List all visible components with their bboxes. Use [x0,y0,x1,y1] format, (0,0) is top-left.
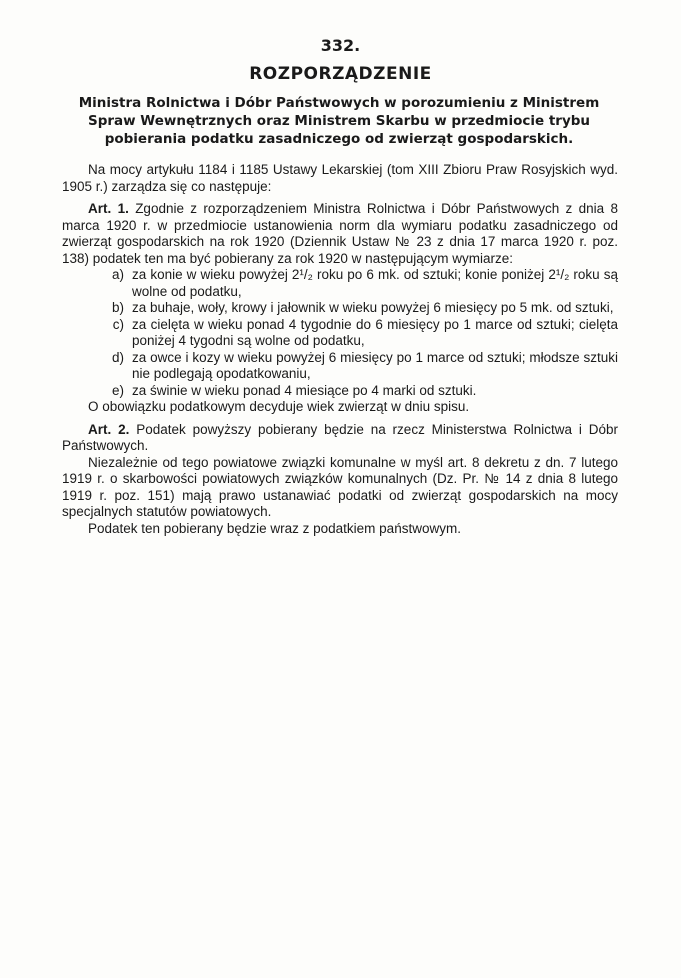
document-title: ROZPORZĄDZENIE [249,64,432,84]
article-2-paragraph-2: Niezależnie od tego powiatowe związki komunalne w myśl art. 8 dekretu z dn. 7 lutego 1919 r. o skarbowości powiatowych związków komunalnych (Dz. Pr. № 14 z dnia 8 lutego 1919 r. poz. 151) mają prawo ustanawiać podatki od zwierząt gospodarskich na mocy specjalnych statutów powiatowych. [62,454,618,519]
article-2-label: Art. 2. [88,421,130,437]
list-item [62,383,618,400]
list-item-label: a) [111,267,124,282]
list-item-text: za świnie w wieku ponad 4 miesiące po 4 marki od sztuki. [132,382,477,398]
list-item [62,267,618,300]
list-item-text: za cielęta w wieku ponad 4 tygodnie do 6 miesięcy po 1 marce od sztuki; cielęta poniżej 4 tygodni są wolne od podatku, [132,316,618,348]
list-item [62,300,618,317]
article-2 [62,422,618,455]
document-body [62,162,618,537]
document-subtitle: Ministra Rolnictwa i Dóbr Państwowych w porozumieniu z Ministrem Spraw Wewnętrznych oraz Ministrem Skarbu w przedmiocie trybu pobierania podatku zasadniczego od zwierząt gospodarskich. [78,95,600,147]
page-number: 332. [320,36,361,55]
list-item-text: za konie w wieku powyżej 2¹/₂ roku po 6 mk. od sztuki; konie poniżej 2¹/₂ roku są wolne od podatku, [132,267,618,299]
list-item [62,317,618,350]
list-item-label: c) [112,316,124,332]
article-2-paragraph-3: Podatek ten pobierany będzie wraz z podatkiem państwowym. [88,520,461,536]
list-item-text: za owce i kozy w wieku powyżej 6 miesięcy po 1 marce od sztuki; młodsze sztuki nie podlegają opodatkowaniu, [132,349,618,381]
list-item-label: b) [111,300,124,315]
list-item-label: d) [111,349,124,365]
intro-paragraph: Na mocy artykułu 1184 i 1185 Ustawy Lekarskiej (tom XIII Zbioru Praw Rosyjskich wyd. 1905 r.) zarządza się co następuje: [62,162,618,194]
article-1 [62,201,618,267]
list-item-text: za buhaje, woły, krowy i jałownik w wieku powyżej 6 miesięcy po 5 mk. od sztuki, [132,300,614,315]
article-1-label: Art. 1. [88,201,129,216]
list-item-label: e) [111,382,124,398]
article-1-closing: O obowiązku podatkowym decyduje wiek zwierząt w dniu spisu. [88,399,470,414]
article-1-text: Zgodnie z rozporządzeniem Ministra Rolnictwa i Dóbr Państwowych z dnia 8 marca 1920 r. w przedmiocie ustanowienia norm dla wymiaru podatku zasadniczego od zwierząt gospodarskich na rok 1920 (Dziennik Ustaw № 23 z dnia 17 marca 1920 r. poz. 138) podatek ten ma być pobierany za rok 1920 w następującym wymiarze: [62,201,618,266]
article-2-text: Podatek powyższy pobierany będzie na rzecz Ministerstwa Rolnictwa i Dóbr Państwowych. [62,421,618,453]
list-item [62,350,618,383]
